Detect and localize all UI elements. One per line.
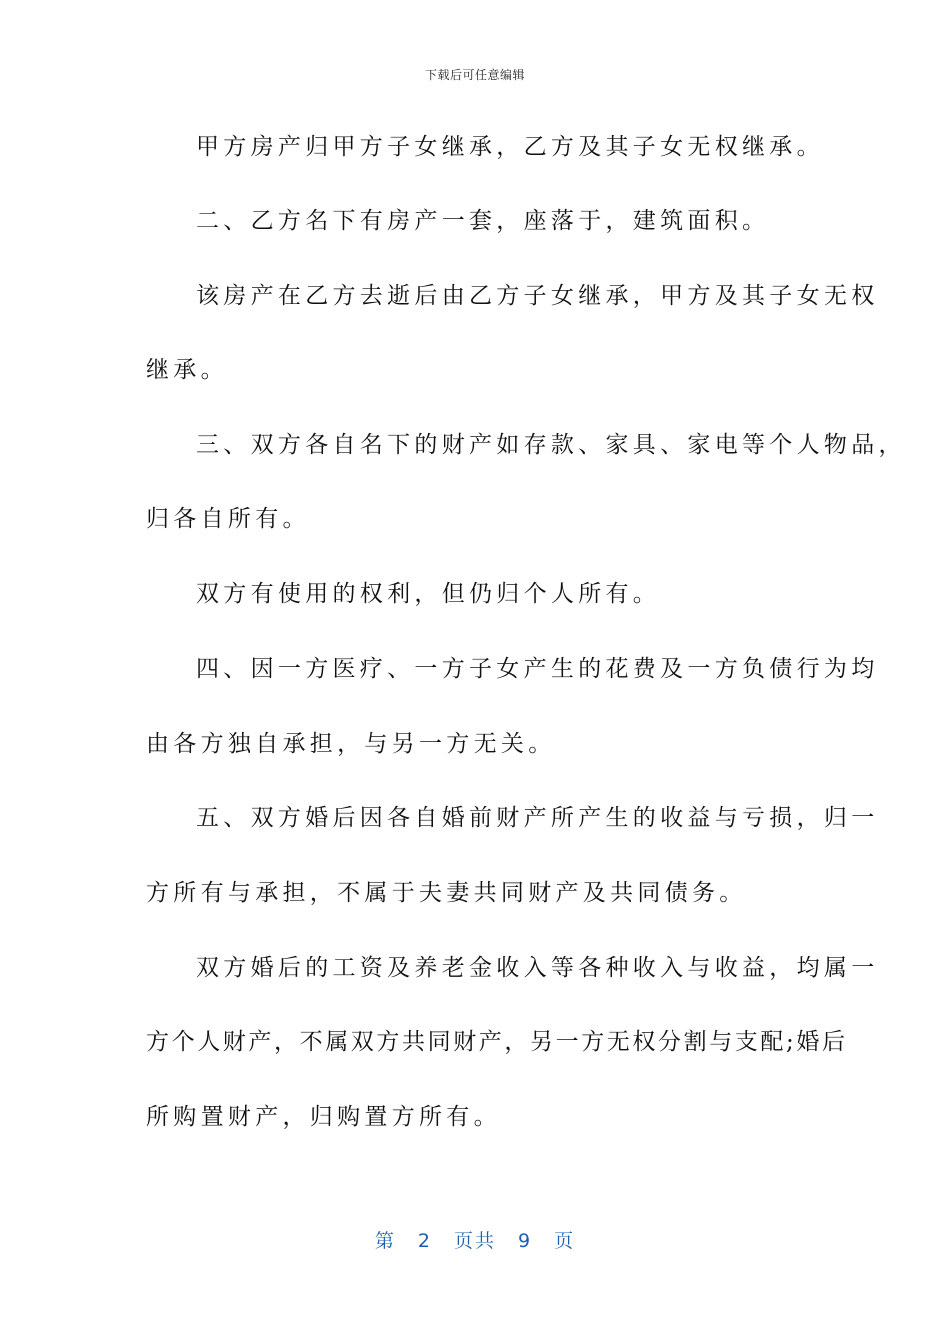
- page-footer: [0, 1226, 950, 1253]
- paragraph-line: 二、乙方名下有房产一套，座落于，建筑面积。: [196, 208, 770, 234]
- paragraph-line: 甲方房产归甲方子女继承，乙方及其子女无权继承。: [196, 134, 824, 160]
- paragraph-line: 该房产在乙方去逝后由乙方子女继承，甲方及其子女无权: [196, 283, 879, 309]
- paragraph-line: 继承。: [146, 357, 228, 383]
- paragraph-line: 方个人财产，不属双方共同财产，另一方无权分割与支配;婚后: [146, 1029, 848, 1055]
- footer-suffix: 页: [554, 1230, 576, 1252]
- footer-prefix: 第: [374, 1230, 396, 1252]
- paragraph-line: 五、双方婚后因各自婚前财产所产生的收益与亏损，归一: [196, 805, 879, 831]
- paragraph-line: 四、因一方医疗、一方子女产生的花费及一方负债行为均: [196, 656, 879, 682]
- paragraph-line: 双方婚后的工资及养老金收入等各种收入与收益，均属一: [196, 955, 879, 981]
- footer-total-pages: 9: [518, 1230, 533, 1252]
- paragraph-line: 双方有使用的权利，但仍归个人所有。: [196, 581, 661, 607]
- paragraph-line: 方所有与承担，不属于夫妻共同财产及共同债务。: [146, 880, 747, 906]
- paragraph-line: 归各自所有。: [146, 506, 310, 532]
- paragraph-line: 所购置财产，归购置方所有。: [146, 1104, 501, 1130]
- footer-middle: 页共: [453, 1230, 496, 1252]
- header-note: 下载后可任意编辑: [424, 68, 525, 82]
- paragraph-line: 由各方独自承担，与另一方无关。: [146, 731, 556, 757]
- footer-page-number: 2: [417, 1230, 432, 1252]
- paragraph-line: 三、双方各自名下的财产如存款、家具、家电等个人物品，: [196, 432, 906, 458]
